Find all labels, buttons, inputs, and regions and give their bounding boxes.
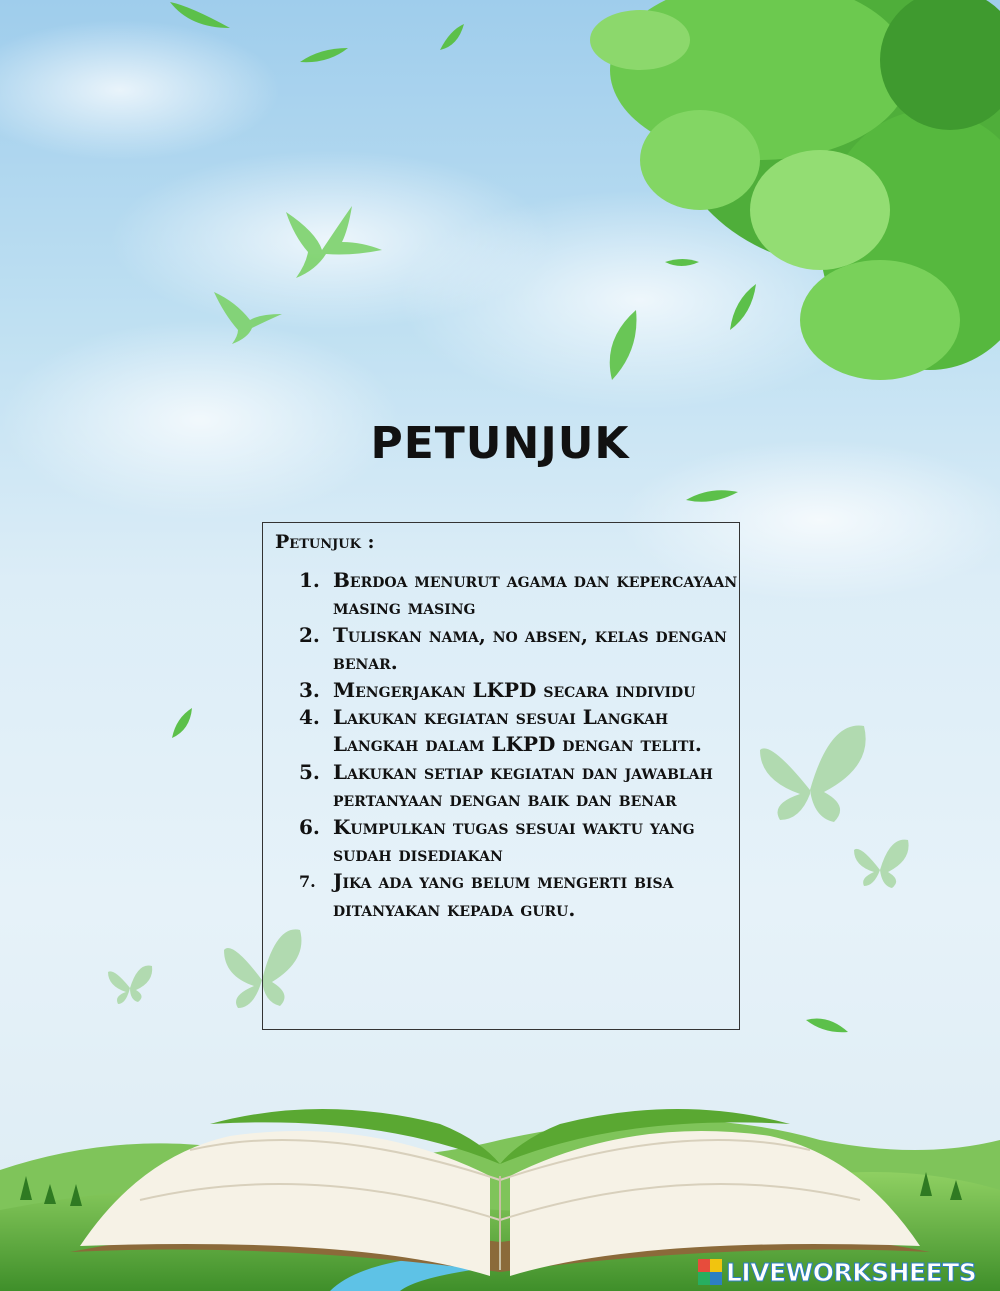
instruction-number: 7. (299, 872, 316, 892)
liveworksheets-watermark (698, 1258, 976, 1286)
instruction-number: 2. (299, 622, 320, 647)
instruction-number: 6. (299, 814, 320, 839)
instruction-list (299, 567, 739, 923)
instruction-text: Jika ada yang belum mengerti bisa ditanyakan kepada guru. (333, 869, 674, 921)
instruction-item (299, 814, 739, 869)
instruction-number: 3. (299, 677, 320, 702)
instruction-item (299, 704, 739, 759)
liveworksheets-logo-icon (698, 1259, 722, 1285)
instructions-box (262, 522, 740, 1030)
instruction-text: Berdoa menurut agama dan kepercayaan masing masing (333, 568, 738, 620)
instruction-item (299, 622, 739, 677)
instruction-number: 5. (299, 759, 320, 784)
instruction-text: Lakukan kegiatan sesuai Langkah Langkah dalam LKPD dengan teliti. (333, 705, 702, 757)
instruction-item (299, 868, 739, 923)
instruction-text: Kumpulkan tugas sesuai waktu yang sudah disediakan (333, 814, 695, 867)
instruction-item (299, 759, 739, 814)
instruction-text: Tuliskan nama, no absen, kelas dengan benar. (333, 622, 727, 675)
instructions-title: Petunjuk : (275, 531, 375, 553)
instruction-number: 4. (299, 705, 320, 730)
instruction-number: 1. (299, 568, 320, 592)
instruction-item (299, 677, 739, 704)
instruction-text: Lakukan setiap kegiatan dan jawablah pertanyaan dengan baik dan benar (333, 759, 713, 812)
watermark-text: LIVEWORKSHEETS (726, 1257, 977, 1287)
instruction-text: Mengerjakan LKPD secara individu (333, 677, 696, 702)
page-title: PETUNJUK (370, 418, 630, 469)
instruction-item (299, 567, 739, 622)
